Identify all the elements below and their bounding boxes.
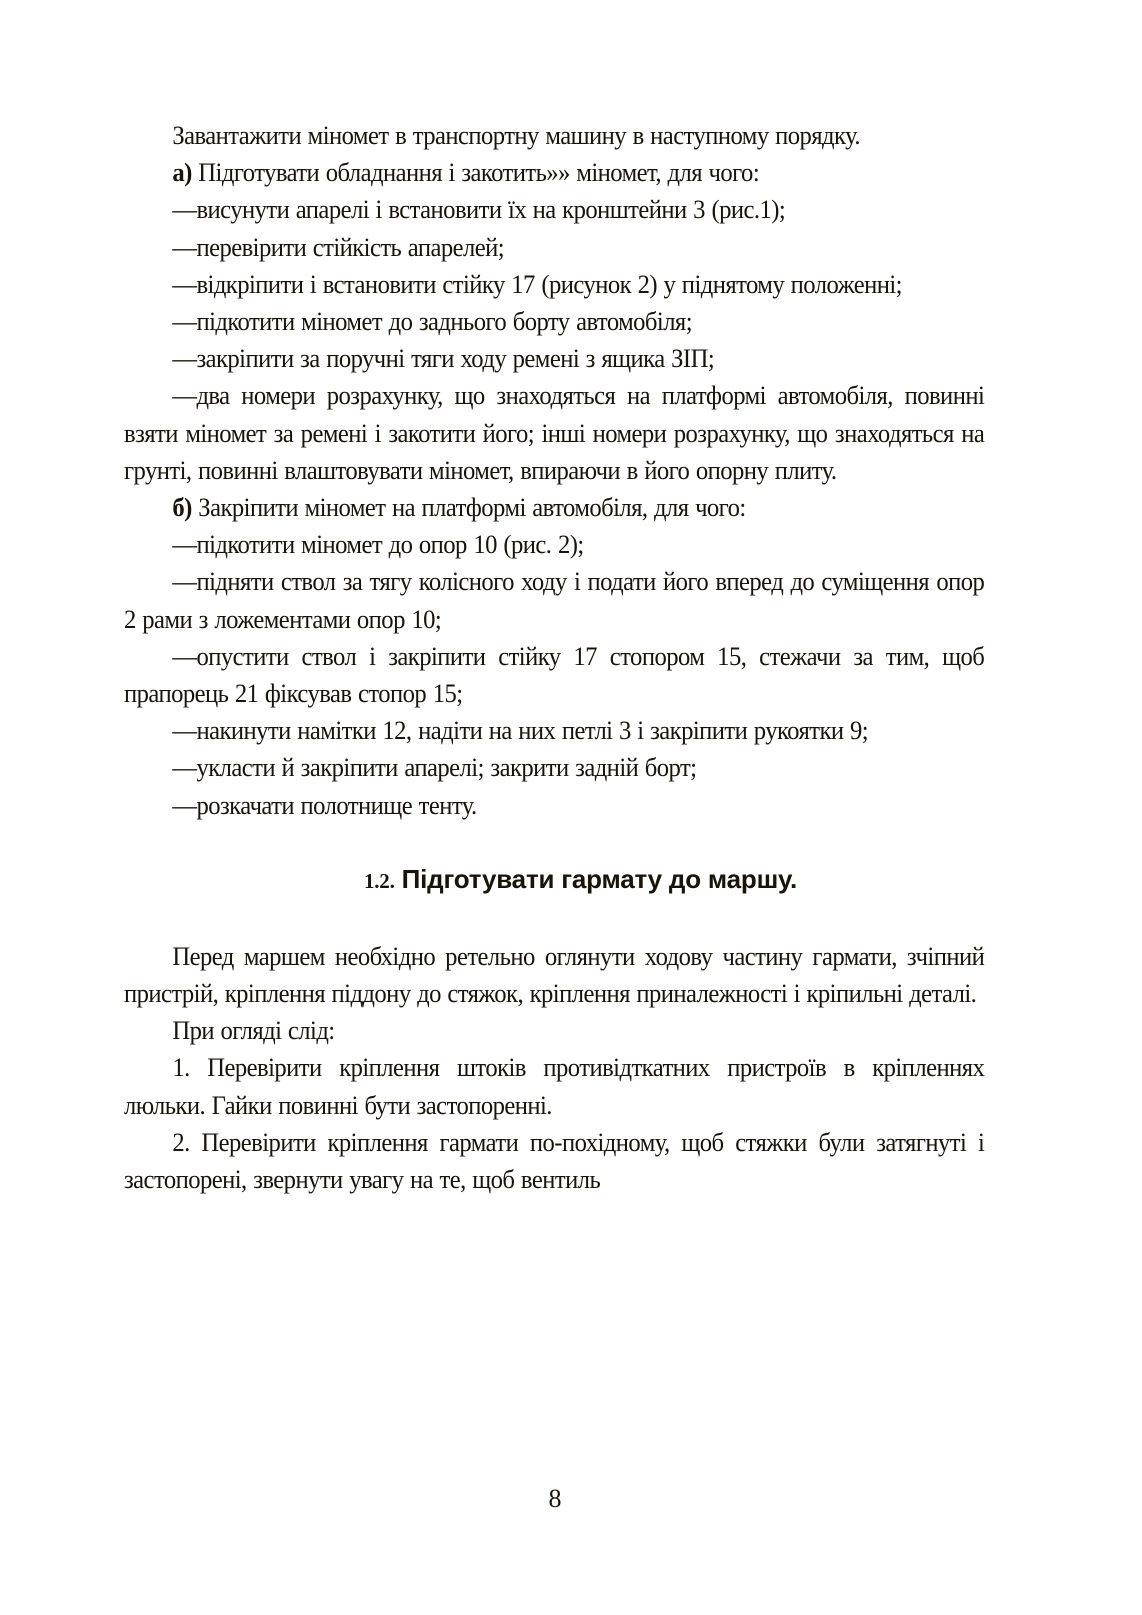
step-b-item: —опустити ствол і закріпити стійку 17 стопором 15, стежачи за тим, щоб прапорець 21 фіксував стопор 15; [124, 640, 985, 709]
section-paragraph: Перед маршем необхідно ретельно оглянути ходову частину гармати, зчіпний пристрій, кріплення піддону до стяжок, кріплення приналежності і кріпильні деталі. [124, 940, 985, 1009]
section-number: 1.2. [363, 868, 395, 893]
step-b-heading [124, 489, 984, 526]
step-a-item: —перевірити стійкість апарелей; [172, 231, 505, 262]
step-b-item: —підняти ствол за тягу колісного ходу і подати його вперед до суміщення опор 2 рами з ложементами опор 10; [124, 566, 985, 634]
step-b-item: —розкачати полотнище тенту. [172, 789, 477, 820]
section-paragraph: 1. Перевірити кріплення штоків противідткатних пристроїв в кріпленнях люльки. Гайки повинні бути застопоренні. [124, 1052, 985, 1120]
intro-paragraph: Завантажити міномет в транспортну машину в наступному порядку. [172, 120, 861, 150]
step-b-item: —накинути намітки 12, надіти на них петлі 3 і закріпити рукоятки 9; [172, 715, 869, 746]
document-page [124, 117, 985, 1198]
step-b-marker: б) [172, 492, 192, 523]
section-paragraph: 2. Перевірити кріплення гармати по-похідному, щоб стяжки були затягнуті і застопорені, звернути увагу на те, щоб вентиль [124, 1126, 985, 1195]
step-a-heading [124, 154, 984, 191]
step-a-item: —підкотити міномет до заднього борту автомобіля; [172, 306, 692, 337]
step-a-marker: а) [172, 157, 192, 188]
step-b-item: —укласти й закріпити апарелі; закрити задній борт; [172, 752, 697, 783]
step-a-item: —висунути апарелі і встановити їх на кронштейни 3 (рис.1); [172, 194, 786, 225]
step-a-item: —відкріпити і встановити стійку 17 (рисунок 2) у піднятому положенні; [172, 268, 902, 299]
step-a-item: —два номери розрахунку, що знаходяться на платформі автомобіля, повинні взяти міномет за ремені і закотити його; інші номери розрахунку, що знаходяться на грунті, повинні влаштовувати міномет, впираючи в його опорну плиту. [124, 380, 985, 485]
section-heading [124, 861, 985, 900]
step-b-item: —підкотити міномет до опор 10 (рис. 2); [172, 529, 584, 560]
step-a-item: —закріпити за поручні тяги ходу ремені з ящика ЗІП; [172, 343, 715, 374]
step-a-text: Підготувати обладнання і закотить»» міномет, для чого: [191, 157, 760, 188]
section-title: Підготувати гармату до маршу. [394, 863, 798, 894]
section-paragraph: При огляді слід: [172, 1015, 335, 1046]
step-b-text: Закріпити міномет на платформі автомобіля, для чого: [191, 492, 746, 523]
page-number: 8 [548, 1484, 562, 1513]
